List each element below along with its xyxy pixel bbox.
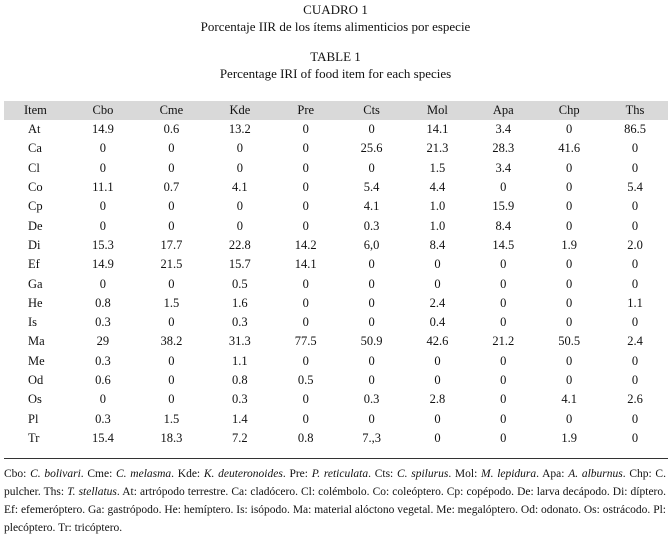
table-row — [4, 409, 668, 428]
table-cell: 14.2 — [294, 237, 317, 252]
row-item-label: Co — [28, 180, 43, 195]
table-cell: 0 — [236, 160, 243, 175]
table-cell: 0 — [566, 276, 573, 291]
table-cell: 18.3 — [160, 430, 183, 445]
table-cell: 0 — [99, 276, 107, 291]
table-cell: 0.7 — [163, 180, 180, 195]
table-cell: 0 — [631, 218, 639, 233]
row-item-label: De — [28, 218, 43, 233]
table-cell: 0 — [236, 141, 243, 156]
cuadro-title: CUADRO 1 — [303, 2, 368, 17]
species-name: P. reticulata — [311, 468, 369, 480]
table-cell: 0 — [434, 411, 441, 426]
table-cell: 0 — [631, 160, 639, 175]
table-cell: 0 — [302, 199, 309, 214]
table-cell: 0 — [500, 295, 507, 310]
table-cell: 0 — [302, 160, 309, 175]
table-cell: 0 — [368, 411, 375, 426]
table-header-row — [4, 101, 668, 120]
row-item-label: At — [28, 122, 41, 137]
column-header: Pre — [273, 101, 339, 120]
table-row — [4, 120, 668, 139]
table-cell: 7.,3 — [362, 430, 381, 445]
table-cell: 0 — [566, 257, 573, 272]
row-item-label: Di — [28, 237, 41, 252]
table-cell: 0 — [566, 353, 573, 368]
table-cell: 5.4 — [627, 180, 643, 195]
column-header: Item — [4, 101, 70, 120]
table-cell: 0 — [302, 353, 309, 368]
table-bottom-rule — [4, 458, 668, 459]
table-row — [4, 429, 668, 448]
species-name: C. spilurus — [396, 468, 449, 480]
row-item-label: Tr — [28, 430, 40, 445]
table-cell: 0 — [566, 411, 573, 426]
table-cell: 0 — [566, 315, 573, 330]
table-cell: 1.9 — [561, 237, 577, 252]
table-cell: 0.6 — [163, 122, 180, 137]
table-cell: 0 — [368, 122, 375, 137]
table-cell: 0.5 — [297, 373, 314, 387]
table-cell: 14.9 — [91, 257, 114, 272]
table-cell: 0 — [566, 199, 573, 214]
table-cell: 0 — [631, 141, 639, 156]
table-cell: 0.3 — [363, 392, 380, 407]
table-cell: 0 — [99, 392, 107, 407]
table-cell: 15.9 — [492, 199, 515, 214]
table-row — [4, 255, 668, 274]
table-cell: 0 — [500, 392, 507, 407]
table-cell: 0 — [168, 276, 175, 291]
table-cell: 14.1 — [426, 122, 449, 137]
table-row — [4, 332, 668, 351]
table-cell: 0 — [566, 218, 573, 233]
table-cell: 38.2 — [160, 334, 183, 349]
table-cell: 86.5 — [624, 122, 646, 137]
row-item-label: Pl — [28, 411, 39, 426]
table-cell: 0 — [368, 315, 375, 330]
table-cell: 0 — [302, 141, 309, 156]
table-body — [4, 120, 668, 448]
table-cell: 0.4 — [429, 315, 446, 330]
table-cell: 0 — [302, 218, 309, 233]
iri-table — [4, 101, 668, 448]
table-cell: 7.2 — [232, 430, 248, 445]
table-cell: 0 — [631, 199, 639, 214]
table-cell: 0 — [631, 373, 639, 387]
column-header: Ths — [602, 101, 668, 120]
table-cell: 1.9 — [561, 430, 577, 445]
table-cell: 0 — [368, 257, 375, 272]
table-cell: 0.3 — [363, 218, 380, 233]
table-cell: 1.4 — [232, 411, 248, 426]
table-cell: 0 — [631, 353, 639, 368]
table-cell: 0 — [500, 353, 507, 368]
table-row — [4, 139, 668, 158]
table-cell: 1.1 — [627, 295, 643, 310]
table-cell: 21.2 — [492, 334, 515, 349]
table-cell: 0 — [566, 122, 573, 137]
table-cell: 0 — [168, 373, 175, 387]
table-row — [4, 197, 668, 216]
table-cell: 0 — [99, 218, 107, 233]
table-cell: 22.8 — [228, 237, 251, 252]
table-cell: 21.5 — [160, 257, 183, 272]
footnote-text: . Cts: — [368, 468, 397, 480]
table-cell: 2.4 — [627, 334, 643, 349]
table-cell: 1.5 — [163, 295, 180, 310]
row-item-label: Is — [28, 315, 38, 330]
table-cell: 0 — [368, 353, 375, 368]
table-cell: 15.7 — [228, 257, 251, 272]
table-cell: 0 — [631, 276, 639, 291]
table-cell: 0 — [302, 295, 309, 310]
table-cell: 4.1 — [363, 199, 380, 214]
table-cell: 0 — [631, 315, 639, 330]
species-name: A. alburnus — [568, 468, 623, 480]
table-cell: 0 — [368, 276, 375, 291]
table-row — [4, 294, 668, 313]
table-cell: 0 — [168, 218, 175, 233]
column-header: Chp — [536, 101, 602, 120]
table-cell: 50.9 — [360, 334, 383, 349]
table-row — [4, 216, 668, 235]
table-cell: 0 — [302, 180, 309, 195]
table-cell: 0 — [500, 257, 507, 272]
footnote-text: . Mol: — [448, 468, 482, 480]
species-name: T. stellatus — [67, 486, 117, 498]
row-item-label: Ef — [28, 257, 40, 272]
table-cell: 0 — [631, 411, 639, 426]
table-cell: 0.3 — [95, 315, 111, 330]
table-footnote — [4, 465, 666, 537]
row-item-label: Od — [28, 373, 44, 387]
table-cell: 0 — [500, 180, 507, 195]
table-cell: 0.5 — [232, 276, 248, 291]
footnote-text: . Apa: — [536, 468, 569, 480]
table-cell: 0 — [168, 353, 175, 368]
table-cell: 77.5 — [294, 334, 317, 349]
species-name: M. lepidura — [481, 468, 537, 480]
table-cell: 0 — [500, 315, 507, 330]
table-cell: 0 — [302, 392, 309, 407]
footnote-text: . At: artrópodo terrestre. Ca: cladócero. Cl: colémbolo. Co: coleóptero. Cp: copépodo. De: larva decápodo. Di: díptero. Ef: efemeróptero. Ga: gastrópodo. He: hemíptero. Is: isópodo. Ma: material alóctono vegetal. Me: megalóptero. Od: odonato. Os: ostrácodo. Pl: plecóptero. Tr: tricóptero. — [4, 486, 667, 534]
row-item-label: Ma — [28, 334, 45, 349]
table-cell: 4.4 — [429, 180, 446, 195]
table-cell: 2.8 — [429, 392, 446, 407]
table-cell: 0 — [500, 276, 507, 291]
table-cell: 0 — [434, 373, 441, 387]
table-cell: 31.3 — [228, 334, 251, 349]
row-item-label: Ga — [28, 276, 43, 291]
table-cell: 1.5 — [429, 160, 446, 175]
table-cell: 1.1 — [232, 353, 248, 368]
table-cell: 4.1 — [232, 180, 248, 195]
table-cell: 13.2 — [228, 122, 251, 137]
table-cell: 41.6 — [558, 141, 581, 156]
table-cell: 0.3 — [232, 392, 248, 407]
table-cell: 0 — [566, 373, 573, 387]
table-cell: 0.8 — [297, 430, 314, 445]
table-cell: 21.3 — [426, 141, 449, 156]
row-item-label: Ca — [28, 141, 42, 156]
table-cell: 14.9 — [91, 122, 114, 137]
footnote-text: . Chp: C. pulcher. Ths: — [4, 468, 666, 498]
table-cell: 25.6 — [360, 141, 383, 156]
table-cell: 5.4 — [363, 180, 380, 195]
species-name: C. melasma — [116, 468, 172, 480]
table-cell: 11.1 — [92, 180, 114, 195]
table-cell: 0 — [168, 392, 175, 407]
table-cell: 8.4 — [429, 237, 446, 252]
table-cell: 14.1 — [294, 257, 317, 272]
table-cell: 0 — [168, 141, 175, 156]
table-cell: 0 — [168, 315, 175, 330]
table-cell: 0 — [434, 257, 441, 272]
table-cell: 0 — [566, 295, 573, 310]
table-cell: 0 — [368, 160, 375, 175]
table-cell: 0.3 — [95, 353, 111, 368]
table-cell: 0.3 — [95, 411, 111, 426]
table-cell: 42.6 — [426, 334, 449, 349]
table-cell: 2.6 — [627, 392, 643, 407]
table-cell: 0 — [566, 180, 573, 195]
table-cell: 0 — [99, 199, 107, 214]
table-cell: 0.8 — [232, 373, 248, 387]
table-cell: 0 — [168, 160, 175, 175]
footnote-text: . Pre: — [282, 468, 312, 480]
cuadro-subtitle: Porcentaje IIR de los ítems alimenticios por especie — [200, 19, 471, 34]
table-cell: 14.5 — [492, 237, 515, 252]
table-cell: 50.5 — [558, 334, 581, 349]
table-cell: 15.4 — [91, 430, 114, 445]
table-cell: 8.4 — [495, 218, 512, 233]
column-header: Cme — [136, 101, 207, 120]
table-cell: 0 — [302, 411, 309, 426]
footnote-text: Cbo: — [4, 468, 31, 480]
table-cell: 2.4 — [429, 295, 446, 310]
table-cell: 15.3 — [91, 237, 114, 252]
table-cell: 0 — [99, 160, 107, 175]
table-cell: 28.3 — [492, 141, 515, 156]
table-cell: 0 — [631, 430, 639, 445]
table-cell: 0 — [302, 276, 309, 291]
table-cell: 0 — [302, 122, 309, 137]
table-cell: 0 — [168, 199, 175, 214]
column-header: Mol — [405, 101, 471, 120]
table-cell: 1.0 — [429, 199, 446, 214]
table-row — [4, 274, 668, 293]
row-item-label: Me — [28, 353, 45, 368]
table-row — [4, 178, 668, 197]
table-cell: 0.8 — [95, 295, 111, 310]
table-cell: 0.6 — [95, 373, 111, 387]
table-cell: 4.1 — [561, 392, 577, 407]
row-item-label: Os — [28, 392, 42, 407]
table-row — [4, 371, 668, 390]
row-item-label: Cl — [28, 160, 40, 175]
column-header: Cbo — [70, 101, 136, 120]
footnote-text: . Kde: — [171, 468, 204, 480]
table-cell: 0 — [500, 373, 507, 387]
column-header: Cts — [339, 101, 405, 120]
table-cell: 0 — [99, 141, 107, 156]
table-cell: 29 — [96, 334, 110, 349]
table-cell: 0 — [368, 373, 375, 387]
table-cell: 0 — [566, 160, 573, 175]
species-name: C. bolivari — [30, 468, 81, 480]
table-cell: 17.7 — [160, 237, 183, 252]
table-cell: 3.4 — [495, 160, 512, 175]
table-cell: 0 — [236, 218, 243, 233]
table-cell: 0 — [434, 276, 441, 291]
table-cell: 2.0 — [627, 237, 643, 252]
footnote-text: . Cme: — [80, 468, 117, 480]
table-cell: 0 — [302, 315, 309, 330]
table-row — [4, 159, 668, 178]
table-cell: 1.5 — [163, 411, 180, 426]
table-cell: 1.0 — [429, 218, 446, 233]
table-row — [4, 236, 668, 255]
table-title: TABLE 1 — [310, 49, 361, 64]
row-item-label: He — [28, 295, 43, 310]
column-header: Apa — [470, 101, 536, 120]
table-cell: 3.4 — [495, 122, 512, 137]
table-cell: 0 — [368, 295, 375, 310]
species-name: K. deuteronoides — [203, 468, 283, 480]
table-cell: 1.6 — [232, 295, 248, 310]
column-header: Kde — [207, 101, 273, 120]
table-cell: 0 — [236, 199, 243, 214]
table-cell: 0 — [500, 430, 507, 445]
table-cell: 0 — [500, 411, 507, 426]
table-cell: 6,0 — [363, 237, 380, 252]
row-item-label: Cp — [28, 199, 43, 214]
table-cell: 0 — [631, 257, 639, 272]
table-row — [4, 352, 668, 371]
table-row — [4, 390, 668, 409]
table-cell: 0.3 — [232, 315, 248, 330]
table-cell: 0 — [434, 353, 441, 368]
table-cell: 0 — [434, 430, 441, 445]
table-row — [4, 313, 668, 332]
table-subtitle: Percentage IRI of food item for each species — [219, 66, 452, 81]
